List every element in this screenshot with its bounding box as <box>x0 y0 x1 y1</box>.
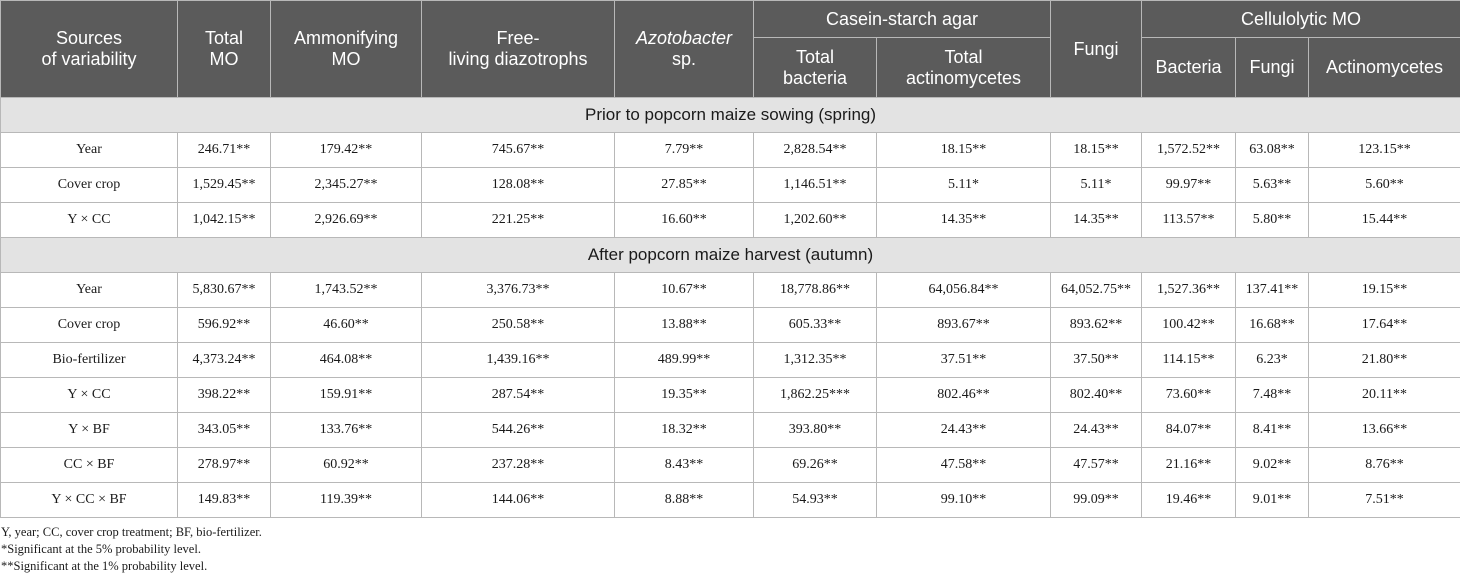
row-label: Y × CC <box>1 378 178 413</box>
header-total-actinomycetes <box>877 38 1051 98</box>
cell-fungi: 18.15** <box>1051 133 1142 168</box>
header-total-actinomycetes-text: Total actinomycetes <box>906 47 1021 88</box>
cell-free-living: 1,439.16** <box>422 343 615 378</box>
cell-cell-bacteria: 19.46** <box>1142 483 1236 518</box>
cell-total-actinomycetes: 14.35** <box>877 203 1051 238</box>
cell-cell-bacteria: 73.60** <box>1142 378 1236 413</box>
cell-cell-bacteria: 21.16** <box>1142 448 1236 483</box>
header-cellulolytic-mo <box>1142 1 1460 38</box>
header-total-mo-text: Total MO <box>205 28 243 69</box>
header-sources <box>1 1 178 98</box>
cell-cell-actinomycetes: 13.66** <box>1309 413 1460 448</box>
table-row <box>1 203 1460 238</box>
section-row <box>1 238 1460 273</box>
cell-total-mo: 278.97** <box>178 448 271 483</box>
cell-azotobacter: 13.88** <box>615 308 754 343</box>
cell-total-actinomycetes: 37.51** <box>877 343 1051 378</box>
header-casein-starch-agar <box>754 1 1051 38</box>
cell-cell-fungi: 5.80** <box>1236 203 1309 238</box>
table-row <box>1 168 1460 203</box>
cell-total-mo: 398.22** <box>178 378 271 413</box>
cell-cell-actinomycetes: 17.64** <box>1309 308 1460 343</box>
cell-ammonifying-mo: 179.42** <box>271 133 422 168</box>
cell-total-bacteria: 54.93** <box>754 483 877 518</box>
header-total-bacteria-text: Total bacteria <box>783 47 847 88</box>
section-title: Prior to popcorn maize sowing (spring) <box>1 98 1460 133</box>
cell-azotobacter: 8.88** <box>615 483 754 518</box>
footnotes <box>0 518 1460 575</box>
row-label: Cover crop <box>1 168 178 203</box>
row-label: CC × BF <box>1 448 178 483</box>
header-fungi-text: Fungi <box>1074 39 1119 59</box>
cell-cell-actinomycetes: 123.15** <box>1309 133 1460 168</box>
cell-cell-fungi: 6.23* <box>1236 343 1309 378</box>
cell-total-bacteria: 605.33** <box>754 308 877 343</box>
header-fungi <box>1051 1 1142 98</box>
header-ammonifying-mo-text: Ammonifying MO <box>294 28 398 69</box>
cell-free-living: 287.54** <box>422 378 615 413</box>
cell-total-mo: 343.05** <box>178 413 271 448</box>
footnote-significance-1: **Significant at the 1% probability level. <box>1 558 1460 575</box>
table-row <box>1 448 1460 483</box>
cell-fungi: 5.11* <box>1051 168 1142 203</box>
cell-cell-actinomycetes: 5.60** <box>1309 168 1460 203</box>
table-row <box>1 308 1460 343</box>
cell-free-living: 221.25** <box>422 203 615 238</box>
cell-total-bacteria: 1,312.35** <box>754 343 877 378</box>
cell-cell-fungi: 5.63** <box>1236 168 1309 203</box>
cell-cell-fungi: 16.68** <box>1236 308 1309 343</box>
header-ammonifying-mo <box>271 1 422 98</box>
cell-total-actinomycetes: 64,056.84** <box>877 273 1051 308</box>
table-body <box>1 98 1460 518</box>
cell-cell-bacteria: 99.97** <box>1142 168 1236 203</box>
cell-fungi: 64,052.75** <box>1051 273 1142 308</box>
cell-cell-fungi: 9.01** <box>1236 483 1309 518</box>
header-total-bacteria <box>754 38 877 98</box>
cell-free-living: 128.08** <box>422 168 615 203</box>
cell-total-actinomycetes: 18.15** <box>877 133 1051 168</box>
row-label: Bio-fertilizer <box>1 343 178 378</box>
header-free-living-diazotrophs <box>422 1 615 98</box>
header-cell-actinomycetes <box>1309 38 1460 98</box>
cell-total-mo: 4,373.24** <box>178 343 271 378</box>
table-row <box>1 273 1460 308</box>
table-header <box>1 1 1460 98</box>
cell-cell-bacteria: 1,572.52** <box>1142 133 1236 168</box>
cell-cell-actinomycetes: 20.11** <box>1309 378 1460 413</box>
header-casein-text: Casein-starch agar <box>826 9 978 29</box>
cell-azotobacter: 16.60** <box>615 203 754 238</box>
cell-cell-fungi: 63.08** <box>1236 133 1309 168</box>
cell-cell-actinomycetes: 21.80** <box>1309 343 1460 378</box>
cell-ammonifying-mo: 133.76** <box>271 413 422 448</box>
cell-azotobacter: 19.35** <box>615 378 754 413</box>
row-label: Y × CC <box>1 203 178 238</box>
cell-cell-bacteria: 1,527.36** <box>1142 273 1236 308</box>
cell-free-living: 144.06** <box>422 483 615 518</box>
row-label: Year <box>1 133 178 168</box>
header-cell-fungi <box>1236 38 1309 98</box>
cell-total-actinomycetes: 893.67** <box>877 308 1051 343</box>
cell-total-bacteria: 393.80** <box>754 413 877 448</box>
cell-total-mo: 246.71** <box>178 133 271 168</box>
cell-cell-fungi: 8.41** <box>1236 413 1309 448</box>
cell-cell-fungi: 137.41** <box>1236 273 1309 308</box>
row-label: Y × BF <box>1 413 178 448</box>
footnote-significance-5: *Significant at the 5% probability level. <box>1 541 1460 558</box>
cell-total-bacteria: 69.26** <box>754 448 877 483</box>
header-cell-bacteria-text: Bacteria <box>1155 57 1221 77</box>
cell-total-bacteria: 1,146.51** <box>754 168 877 203</box>
cell-ammonifying-mo: 464.08** <box>271 343 422 378</box>
header-free-living-text: Free- living diazotrophs <box>448 28 587 69</box>
cell-fungi: 47.57** <box>1051 448 1142 483</box>
section-title: After popcorn maize harvest (autumn) <box>1 238 1460 273</box>
cell-total-actinomycetes: 47.58** <box>877 448 1051 483</box>
cell-cell-actinomycetes: 7.51** <box>1309 483 1460 518</box>
cell-total-bacteria: 1,202.60** <box>754 203 877 238</box>
cell-azotobacter: 27.85** <box>615 168 754 203</box>
cell-ammonifying-mo: 60.92** <box>271 448 422 483</box>
cell-cell-actinomycetes: 15.44** <box>1309 203 1460 238</box>
cell-azotobacter: 10.67** <box>615 273 754 308</box>
header-total-mo <box>178 1 271 98</box>
cell-fungi: 99.09** <box>1051 483 1142 518</box>
cell-ammonifying-mo: 2,926.69** <box>271 203 422 238</box>
cell-total-mo: 1,042.15** <box>178 203 271 238</box>
cell-total-actinomycetes: 5.11* <box>877 168 1051 203</box>
cell-cell-fungi: 9.02** <box>1236 448 1309 483</box>
cell-fungi: 802.40** <box>1051 378 1142 413</box>
cell-cell-bacteria: 84.07** <box>1142 413 1236 448</box>
cell-total-bacteria: 18,778.86** <box>754 273 877 308</box>
cell-total-mo: 5,830.67** <box>178 273 271 308</box>
cell-free-living: 745.67** <box>422 133 615 168</box>
cell-free-living: 3,376.73** <box>422 273 615 308</box>
section-row <box>1 98 1460 133</box>
header-azotobacter <box>615 1 754 98</box>
cell-azotobacter: 8.43** <box>615 448 754 483</box>
header-azotobacter-sp: sp. <box>672 49 696 69</box>
cell-fungi: 14.35** <box>1051 203 1142 238</box>
table-row <box>1 343 1460 378</box>
cell-ammonifying-mo: 1,743.52** <box>271 273 422 308</box>
cell-fungi: 24.43** <box>1051 413 1142 448</box>
row-label: Cover crop <box>1 308 178 343</box>
cell-cell-fungi: 7.48** <box>1236 378 1309 413</box>
cell-fungi: 37.50** <box>1051 343 1142 378</box>
cell-total-actinomycetes: 99.10** <box>877 483 1051 518</box>
cell-azotobacter: 489.99** <box>615 343 754 378</box>
table-row <box>1 378 1460 413</box>
cell-ammonifying-mo: 2,345.27** <box>271 168 422 203</box>
header-sources-text: Sources of variability <box>41 28 136 69</box>
cell-cell-bacteria: 113.57** <box>1142 203 1236 238</box>
header-cell-bacteria <box>1142 38 1236 98</box>
table-row <box>1 483 1460 518</box>
row-label: Year <box>1 273 178 308</box>
cell-cell-actinomycetes: 19.15** <box>1309 273 1460 308</box>
cell-total-actinomycetes: 24.43** <box>877 413 1051 448</box>
cell-total-actinomycetes: 802.46** <box>877 378 1051 413</box>
cell-cell-bacteria: 100.42** <box>1142 308 1236 343</box>
cell-total-mo: 596.92** <box>178 308 271 343</box>
cell-total-mo: 149.83** <box>178 483 271 518</box>
header-azotobacter-italic: Azotobacter <box>636 28 732 48</box>
cell-azotobacter: 7.79** <box>615 133 754 168</box>
table-row <box>1 413 1460 448</box>
cell-free-living: 250.58** <box>422 308 615 343</box>
cell-cell-actinomycetes: 8.76** <box>1309 448 1460 483</box>
cell-ammonifying-mo: 159.91** <box>271 378 422 413</box>
table-row <box>1 133 1460 168</box>
cell-total-mo: 1,529.45** <box>178 168 271 203</box>
cell-free-living: 237.28** <box>422 448 615 483</box>
cell-total-bacteria: 2,828.54** <box>754 133 877 168</box>
header-cell-fungi-text: Fungi <box>1250 57 1295 77</box>
header-cellulolytic-text: Cellulolytic MO <box>1241 9 1361 29</box>
header-cell-actinomycetes-text: Actinomycetes <box>1326 57 1443 77</box>
row-label: Y × CC × BF <box>1 483 178 518</box>
cell-total-bacteria: 1,862.25*** <box>754 378 877 413</box>
cell-azotobacter: 18.32** <box>615 413 754 448</box>
cell-ammonifying-mo: 46.60** <box>271 308 422 343</box>
cell-ammonifying-mo: 119.39** <box>271 483 422 518</box>
cell-fungi: 893.62** <box>1051 308 1142 343</box>
footnote-abbreviations: Y, year; CC, cover crop treatment; BF, bio-fertilizer. <box>1 524 1460 541</box>
cell-cell-bacteria: 114.15** <box>1142 343 1236 378</box>
cell-free-living: 544.26** <box>422 413 615 448</box>
